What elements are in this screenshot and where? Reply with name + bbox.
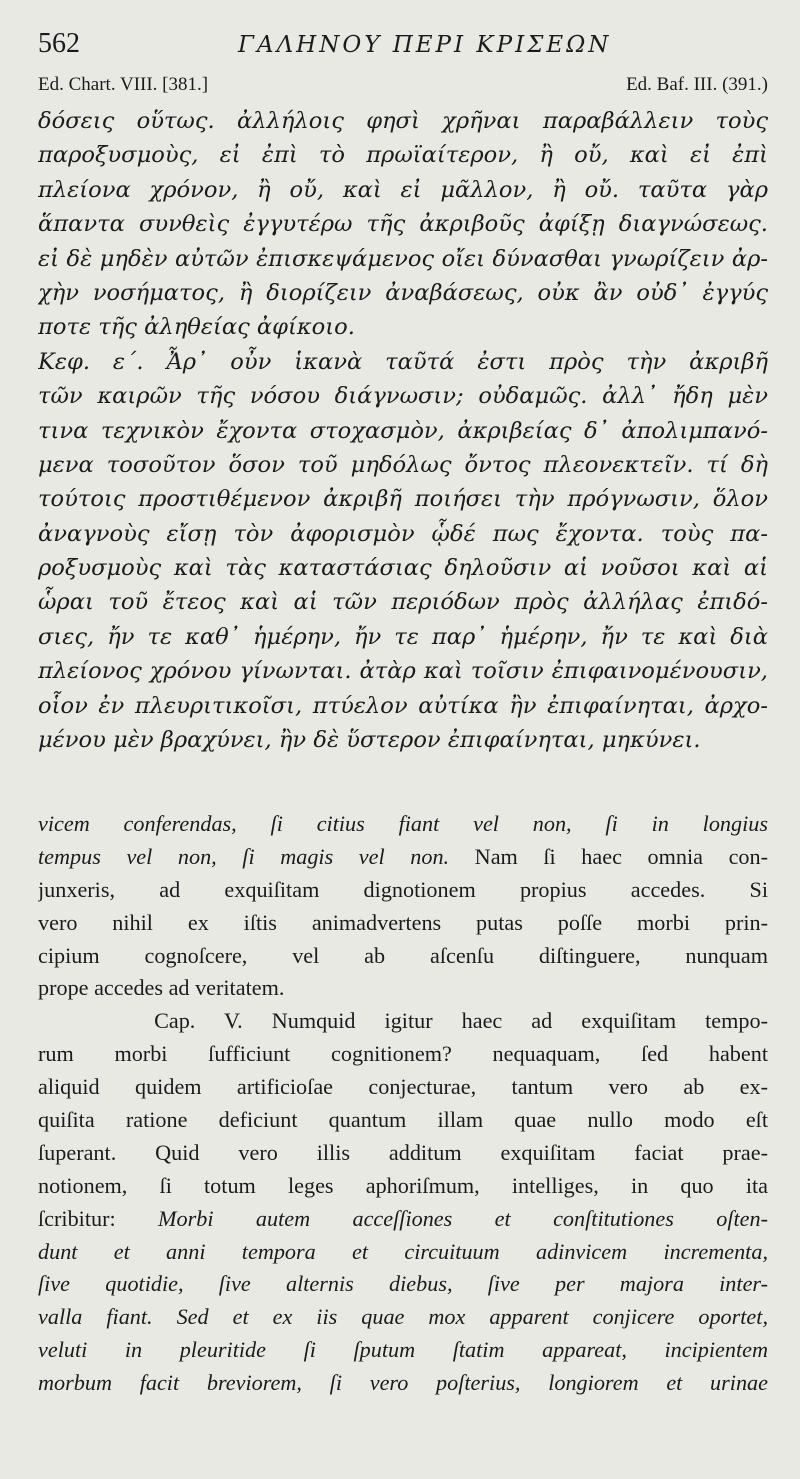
- greek-line: ἅπαντα συνθεὶς ἐγγυτέρω τῆς ἀκριβοῦς ἀφίξῃ διαγνώσεως.: [38, 211, 768, 238]
- edition-references: [38, 74, 768, 102]
- latin-line: [38, 972, 768, 1005]
- latin-line: [38, 874, 768, 907]
- latin-roman-segment: vero nihil ex iſtis animadvertens putas poſſe morbi prin-: [38, 909, 768, 935]
- latin-italic-segment: ſive quotidie, ſive alternis diebus, ſive per majora inter-: [38, 1271, 768, 1297]
- greek-line: παροξυσμοὺς, εἰ ἐπὶ τὸ πρωϊαίτερον, ἢ οὔ, καὶ εἰ ἐπὶ: [38, 142, 768, 169]
- greek-line: οἷον ἐν πλευριτικοῖσι, πτύελον αὐτίκα ἢν ἐπιφαίνηται, ἀρχο-: [38, 692, 768, 719]
- latin-line: [38, 1137, 768, 1170]
- greek-line: ὧραι τοῦ ἔτεος καὶ αἱ τῶν περιόδων πρὸς ἀλλήλας ἐπιδό-: [38, 589, 768, 616]
- greek-line: ποτε τῆς ἀληθείας ἀφίκοιο.: [38, 314, 355, 341]
- running-title: ΓΑΛΗΝΟΥ ΠΕΡΙ ΚΡΙΣΕΩΝ: [238, 32, 612, 58]
- latin-line: [38, 940, 768, 973]
- greek-line: τινα τεχνικὸν ἔχοντα στοχασμὸν, ἀκριβείας δ᾽ ἀπολιμπανό-: [38, 417, 768, 444]
- latin-line: [38, 1334, 768, 1367]
- latin-roman-segment: junxeris, ad exquiſitam dignotionem propius accedes. Si: [38, 876, 768, 902]
- latin-italic-segment: vicem conferendas, ſi citius fiant vel non, ſi in longius: [38, 811, 768, 836]
- latin-roman-segment: ſuperant. Quid vero illis additum exquiſitam faciat prae-: [38, 1139, 768, 1165]
- latin-line: [38, 1203, 768, 1236]
- greek-line: πλείονος χρόνου γίνωνται. ἀτὰρ καὶ τοῖσιν ἐπιφαινομένουσιν,: [38, 658, 768, 685]
- latin-line: [38, 808, 768, 841]
- latin-italic-segment: morbum facit breviorem, ſi vero poſterius, longiorem et urinae: [38, 1370, 768, 1396]
- latin-italic-segment: tempus vel non, ſi magis vel non.: [38, 843, 450, 869]
- latin-line: [38, 1301, 768, 1334]
- page-number: 562: [38, 28, 80, 59]
- greek-line: Κεφ. ε΄. Ἆρ᾽ οὖν ἱκανὰ ταῦτά ἐστι πρὸς τὴν ἀκριβῆ: [38, 348, 768, 375]
- latin-line: [38, 1038, 768, 1071]
- latin-line: [38, 907, 768, 940]
- latin-italic-segment: veluti in pleuritide ſi ſputum ſtatim appareat, incipientem: [38, 1337, 768, 1363]
- greek-line: σιες, ἤν τε καθ᾽ ἡμέρην, ἤν τε παρ᾽ ἡμέρην, ἤν τε καὶ διὰ: [38, 623, 768, 650]
- latin-line: [38, 1236, 768, 1269]
- greek-line: τούτοις προστιθέμενον ἀκριβῆ ποιήσει τὴν πρόγνωσιν, ὅλον: [38, 486, 768, 513]
- latin-italic-segment: Morbi autem acceſſiones et conſtitutiones oſten-: [158, 1205, 768, 1231]
- latin-text-block: [38, 808, 768, 1400]
- latin-line: [38, 1005, 768, 1038]
- greek-line: εἰ δὲ μηδὲν αὐτῶν ἐπισκεψάμενος οἴει δύνασθαι γνωρίζειν ἀρ-: [38, 245, 768, 272]
- greek-line: χὴν νοσήματος, ἢ διορίζειν ἀναβάσεως, οὐκ ἂν οὐδ᾽ ἐγγύς: [38, 279, 768, 306]
- greek-line: δόσεις οὕτως. ἀλλήλοις φησὶ χρῆναι παραβάλλειν τοὺς: [38, 108, 768, 134]
- greek-line: μένου μὲν βραχύνει, ἢν δὲ ὕστερον ἐπιφαίνηται, μηκύνει.: [38, 727, 701, 754]
- latin-italic-segment: valla fiant. Sed et ex iis quae mox apparent conjicere oportet,: [38, 1304, 768, 1330]
- latin-line: [38, 1170, 768, 1203]
- greek-line: ἀναγνοὺς εἴσῃ τὸν ἀφορισμὸν ᾧδέ πως ἔχοντα. τοὺς πα-: [38, 520, 768, 547]
- latin-line: [38, 1071, 768, 1104]
- latin-roman-segment: cipium cognoſcere, vel ab aſcenſu diſtinguere, nunquam: [38, 942, 768, 968]
- greek-line: ροξυσμοὺς καὶ τὰς καταστάσιας δηλοῦσιν αἱ νοῦσοι καὶ αἱ: [38, 555, 768, 582]
- latin-roman-segment: Cap. V. Numquid igitur haec ad exquiſitam tempo-: [38, 1008, 768, 1034]
- latin-roman-segment: aliquid quidem artificioſae conjecturae, tantum vero ab ex-: [38, 1074, 768, 1100]
- greek-line: πλείονα χρόνον, ἢ οὔ, καὶ εἰ μᾶλλον, ἢ οὔ. ταῦτα γὰρ: [38, 176, 768, 203]
- latin-line: [38, 1367, 768, 1400]
- greek-text-block: [38, 104, 768, 757]
- greek-line: τῶν καιρῶν τῆς νόσου διάγνωσιν; οὐδαμῶς. ἀλλ᾽ ἤδη μὲν: [38, 383, 768, 410]
- latin-roman-segment: quiſita ratione deficiunt quantum illam quae nullo modo eſt: [38, 1107, 768, 1133]
- latin-roman-segment: prope accedes ad veritatem.: [38, 975, 285, 1001]
- edition-chartier: Ed. Chart. VIII. [381.]: [38, 74, 209, 95]
- latin-roman-segment: notionem, ſi totum leges aphoriſmum, intelliges, in quo ita: [38, 1172, 768, 1198]
- latin-line: [38, 1104, 768, 1137]
- latin-line: [38, 1268, 768, 1301]
- greek-line: μενα τοσοῦτον ὅσον τοῦ μηδόλως ὄντος πλεονεκτεῖν. τί δὴ: [38, 451, 768, 478]
- latin-roman-segment: ſcribitur:: [38, 1205, 159, 1231]
- latin-line: [38, 841, 768, 874]
- latin-roman-segment: Nam ſi haec omnia con-: [449, 843, 768, 869]
- latin-italic-segment: dunt et anni tempora et circuituum adinvicem incrementa,: [38, 1238, 768, 1264]
- latin-roman-segment: rum morbi ſufficiunt cognitionem? nequaquam, ſed habent: [38, 1041, 768, 1067]
- edition-basel: Ed. Baf. III. (391.): [626, 74, 768, 95]
- running-header: [38, 28, 768, 64]
